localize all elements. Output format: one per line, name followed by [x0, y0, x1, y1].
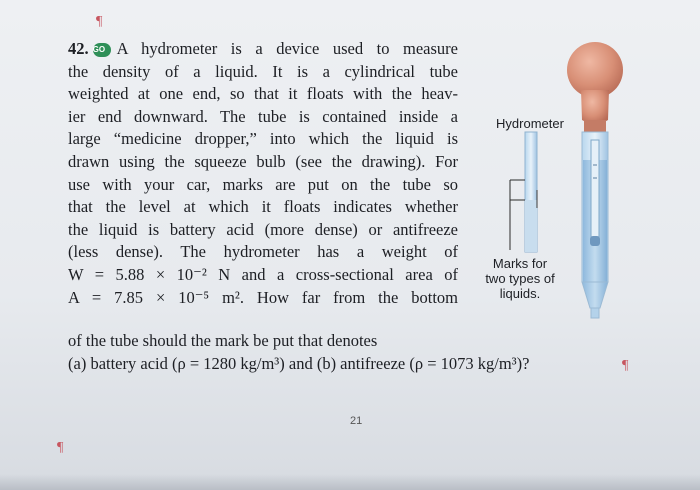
pilcrow-mark: ¶	[622, 358, 629, 373]
problem-question	[68, 330, 628, 375]
problem-line: 42. GO A hydrometer is a device used to measure	[68, 39, 458, 58]
hydrometer-label: Hydrometer	[496, 116, 564, 131]
problem-line: (a) battery acid (ρ = 1280 kg/m³) and (b) antifreeze (ρ = 1073 kg/m³)?	[68, 353, 530, 373]
problem-line: large “medicine dropper,” into which the liquid is	[68, 129, 458, 149]
squeeze-bulb-icon	[567, 42, 623, 132]
go-badge-icon: GO	[93, 43, 111, 57]
problem-number: 42.	[68, 39, 89, 58]
problem-line: weighted at one end, so that it floats with the heav-	[68, 84, 458, 104]
problem-line: (less dense). The hydrometer has a weight of	[68, 242, 458, 262]
pilcrow-mark: ¶	[96, 14, 103, 29]
problem-line: drawn using the squeeze bulb (see the drawing). For	[68, 151, 458, 171]
problem-line: A = 7.85 × 10⁻⁵ m². How far from the bottom	[68, 287, 458, 307]
problem-line: of the tube should the mark be put that denotes	[68, 331, 378, 350]
problem-line: the density of a liquid. It is a cylindrical tube	[68, 61, 458, 81]
hydrometer-tube-icon	[510, 132, 537, 252]
problem-line: W = 5.88 × 10⁻² N and a cross-sectional area of	[68, 264, 458, 284]
dropper-barrel-icon	[582, 132, 608, 318]
marks-label: Marks for two types of liquids.	[485, 256, 555, 301]
problem-text	[68, 38, 458, 309]
page-number: 21	[350, 415, 363, 427]
problem-line: the liquid is battery acid (more dense) or antifreeze	[68, 219, 458, 239]
pilcrow-mark: ¶	[57, 440, 64, 455]
page-edge-shadow	[0, 474, 700, 490]
problem-line: that the level at which it floats indicates whether	[68, 197, 458, 217]
problem-line: use with your car, marks are put on the tube so	[68, 174, 458, 194]
problem-line: ier end downward. The tube is contained inside a	[68, 106, 458, 126]
